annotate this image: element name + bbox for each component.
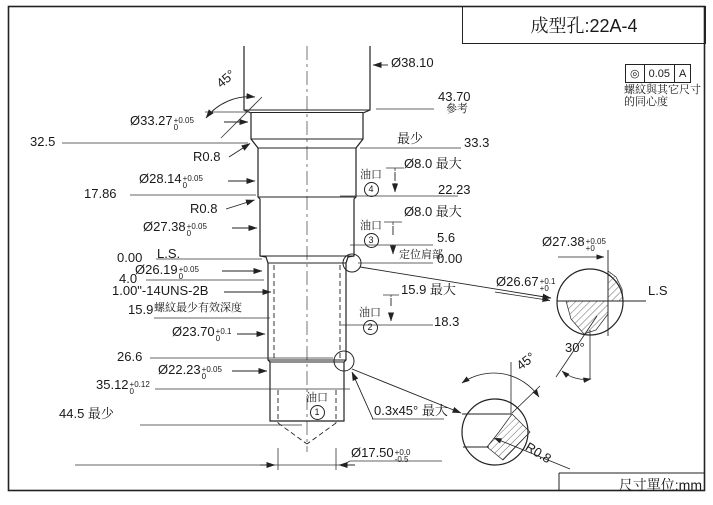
fcf-tolerance-value: 0.05 xyxy=(644,65,674,82)
dim-43-70: 43.70 xyxy=(438,89,471,104)
fcf-datum: A xyxy=(674,65,690,82)
port-1-label: 油口 1 xyxy=(306,393,328,420)
dim-5-6: 5.6 xyxy=(437,230,456,245)
note-locating-shoulder: 定位肩部 xyxy=(399,249,443,261)
detail-dim-30deg: 30° xyxy=(565,340,585,355)
label-ls-left: L.S. xyxy=(157,246,181,261)
dim-45deg-top: 45° xyxy=(213,66,239,91)
dim-dia-28-14: Ø28.14 +0.05 0 xyxy=(139,171,203,190)
detail-dim-dia-26-67: Ø26.67 +0.1 +0 xyxy=(496,274,556,293)
port-4-number: 4 xyxy=(364,182,379,197)
detail-dim-r08: R0.8 xyxy=(522,439,555,467)
port-2-label: 油口 2 xyxy=(359,308,381,335)
dim-15-9: 15.9 xyxy=(128,302,154,317)
detail-balloons xyxy=(334,254,361,371)
dim-33-3: 33.3 xyxy=(464,135,490,150)
detail-view-r08 xyxy=(462,362,570,469)
port-4-label: 油口 4 xyxy=(360,170,382,197)
dim-r08-lower: R0.8 xyxy=(190,201,218,216)
port-3-label: 油口 3 xyxy=(360,221,382,248)
detail-dim-45deg: 45° xyxy=(513,349,539,374)
dim-dia-17-50: Ø17.50 +0.0 -0.5 xyxy=(351,445,411,464)
dim-dia-38-10: Ø38.10 xyxy=(391,55,434,70)
dim-dia-27-38: Ø27.38 +0.05 0 xyxy=(143,219,207,238)
port-3-number: 3 xyxy=(364,233,379,248)
dim-26-6: 26.6 xyxy=(117,349,143,364)
dim-dia-8-max-upper: Ø8.0 最大 xyxy=(404,156,462,171)
dim-dia-26-19: Ø26.19 +0.05 0 xyxy=(135,262,199,281)
feature-control-frame xyxy=(625,64,691,83)
dim-dia-22-23: Ø22.23 +0.05 0 xyxy=(158,362,222,381)
concentricity-icon: ◎ xyxy=(630,68,640,80)
port-1-number: 1 xyxy=(310,405,325,420)
dim-35-12: 35.12 +0.12 0 xyxy=(96,377,150,396)
dim-r08-upper: R0.8 xyxy=(193,149,221,164)
dim-0-00-right: 0.00 xyxy=(437,251,463,266)
detail-label-ls: L.S xyxy=(648,283,668,298)
port-2-number: 2 xyxy=(363,320,378,335)
note-chamfer-0-3x45: 0.3x45° 最大 xyxy=(374,403,448,418)
drawing-title: 成型孔:22A-4 xyxy=(530,16,638,36)
dim-44-5-min: 44.5 最少 xyxy=(59,406,114,421)
dim-4-0: 4.0 xyxy=(119,271,138,286)
note-thread-depth: 螺紋最少有效深度 xyxy=(154,302,242,314)
dim-dia-23-70: Ø23.70 +0.1 0 xyxy=(172,324,232,343)
dim-15-9-max: 15.9 最大 xyxy=(401,282,456,297)
dim-dia-8-max-lower: Ø8.0 最大 xyxy=(404,204,462,219)
detail-dim-dia-27-38: Ø27.38 +0.05 +0 xyxy=(542,234,606,253)
dim-22-23-right: 22.23 xyxy=(438,182,471,197)
unit-note: 尺寸單位:mm xyxy=(618,477,702,493)
dim-0-00-left: 0.00 xyxy=(117,250,143,265)
note-reference: 參考 xyxy=(446,103,468,115)
dim-dia-33-27: Ø33.27 +0.05 0 xyxy=(130,113,194,132)
note-minimum: 最少 xyxy=(397,131,424,146)
dim-18-3: 18.3 xyxy=(434,314,460,329)
dim-17-86: 17.86 xyxy=(84,186,117,201)
dim-32-5: 32.5 xyxy=(30,134,56,149)
fcf-note: 螺紋與其它尺寸 的同心度 xyxy=(624,84,701,108)
title-block xyxy=(462,6,706,44)
dim-thread-spec: 1.00"-14UNS-2B xyxy=(112,283,209,298)
